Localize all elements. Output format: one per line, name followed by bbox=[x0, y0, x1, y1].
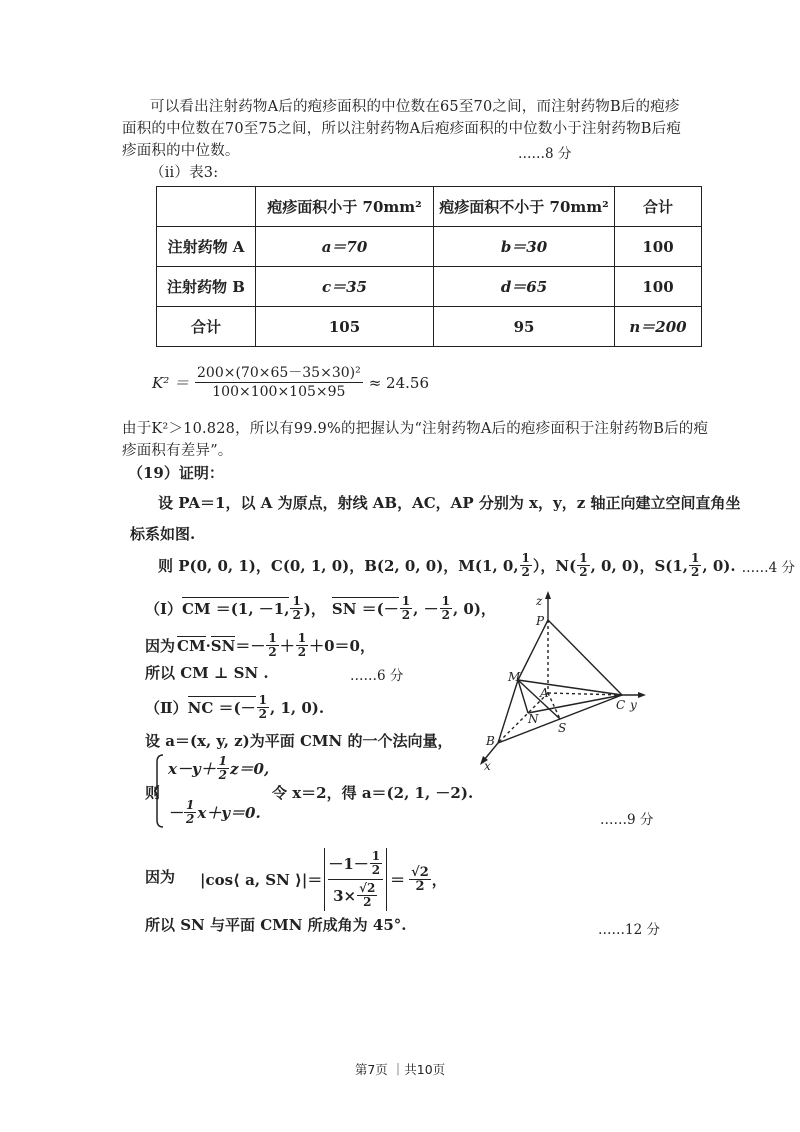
frac-half bbox=[184, 799, 196, 826]
label-n: N bbox=[528, 712, 539, 726]
table-row bbox=[157, 267, 702, 307]
q19-setup-2: 标系如图. bbox=[130, 525, 196, 543]
eq-text: z＝0, bbox=[230, 760, 270, 778]
label-z: z bbox=[536, 594, 543, 608]
dot-text: · bbox=[205, 636, 211, 655]
perp-conclusion: 所以 CM ⊥ SN . bbox=[145, 664, 269, 682]
formula-numerator: 200×(70×65－35×30)² bbox=[197, 365, 361, 381]
cos-fraction bbox=[328, 850, 383, 909]
cos-text: |cos⟨ a, SN ⟩|＝ bbox=[200, 871, 323, 889]
label-a: A bbox=[540, 686, 549, 700]
score-6: ……6 分 bbox=[350, 668, 404, 684]
vector-text: , － bbox=[413, 600, 439, 618]
normal-vector-text: 设 a＝(x, y, z)为平面 CMN 的一个法向量， bbox=[145, 732, 453, 750]
frac-num: 1 bbox=[401, 594, 411, 608]
vector-cm: CM bbox=[177, 636, 206, 655]
equation-1 bbox=[168, 755, 269, 782]
page-footer: 第7页 ｜共10页 bbox=[354, 1062, 446, 1077]
frac-den: 2 bbox=[258, 707, 267, 721]
frac-den: 2 bbox=[441, 608, 450, 622]
part2-vector bbox=[145, 694, 324, 721]
y-arrow-icon bbox=[638, 692, 646, 698]
frac-num: √2 bbox=[359, 881, 376, 895]
median-line-1: 可以看出注射药物A后的疱疹面积的中位数在65至70之间，而注射药物B后的疱疹 bbox=[150, 99, 680, 115]
score-8: ……8 分 bbox=[518, 146, 572, 162]
frac-num: 1 bbox=[691, 551, 700, 565]
contingency-table bbox=[156, 186, 702, 347]
equation-2 bbox=[168, 799, 261, 826]
coords-text: , 0). bbox=[702, 556, 736, 575]
cos-numerator bbox=[328, 850, 383, 880]
frac-num: 1 bbox=[268, 631, 277, 645]
dot-product-line bbox=[145, 632, 375, 659]
conclusion-line-1: 由于K²＞10.828，所以有99.9%的把握认为“注射药物A后的疱疹面积于注射药物B后的疱 bbox=[122, 421, 709, 437]
vector-cm: CM ＝(1, －1, bbox=[182, 600, 290, 618]
then-label: 则 bbox=[145, 784, 161, 802]
frac-den: 2 bbox=[292, 608, 301, 622]
frac-half bbox=[290, 595, 302, 622]
frac-den: 2 bbox=[401, 608, 411, 622]
vector-sn: SN ＝(－ bbox=[331, 600, 399, 618]
table-cell: 合计 bbox=[615, 187, 702, 227]
frac-den: 2 bbox=[218, 768, 228, 782]
table-header-row bbox=[157, 187, 702, 227]
part1-vectors bbox=[145, 595, 496, 622]
median-line-2: 面积的中位数在70至75之间，所以注射药物A后疱疹面积的中位数小于注射药物B后疱 bbox=[122, 121, 682, 137]
coords-line bbox=[158, 552, 795, 579]
frac-half bbox=[266, 632, 278, 659]
table-cell: 合计 bbox=[157, 307, 256, 347]
q19-heading: （19）证明： bbox=[128, 464, 224, 482]
table-cell: 疱疹面积不小于 70mm² bbox=[434, 187, 615, 227]
frac-num: 1 bbox=[371, 849, 381, 863]
pyramid-figure bbox=[470, 585, 680, 775]
label-m: M bbox=[508, 670, 521, 684]
because-label: 因为 bbox=[145, 868, 176, 886]
score-4: ……4 分 bbox=[741, 559, 795, 576]
vector-sn: SN bbox=[210, 636, 236, 655]
frac-den: 2 bbox=[186, 812, 195, 826]
table-row bbox=[157, 307, 702, 347]
z-arrow-icon bbox=[545, 591, 551, 599]
frac-num: 1 bbox=[218, 754, 228, 768]
table-cell: n＝200 bbox=[615, 307, 702, 347]
table-cell: c＝35 bbox=[256, 267, 434, 307]
frac-num: 1 bbox=[258, 693, 267, 707]
frac-half bbox=[217, 755, 229, 782]
dot-text: ＋ bbox=[279, 637, 295, 655]
coords-text: ），N( bbox=[532, 557, 577, 575]
q19-setup-1: 设 PA＝1，以 A 为原点，射线 AB，AC，AP 分别为 x，y，z 轴正向建立空间直角坐 bbox=[158, 494, 741, 512]
cos-num-text: －1－ bbox=[328, 855, 369, 873]
frac-num: 1 bbox=[297, 631, 307, 645]
table-cell: 100 bbox=[615, 227, 702, 267]
table-cell: b＝30 bbox=[434, 227, 615, 267]
formula-rhs: ≈ 24.56 bbox=[368, 373, 429, 392]
frac-num: 1 bbox=[441, 594, 450, 608]
frac-half bbox=[520, 552, 532, 579]
cos-den-text: 3× bbox=[333, 886, 357, 905]
abs-value-box bbox=[324, 848, 387, 911]
cos-denominator bbox=[333, 880, 378, 909]
cos-formula: |cos⟨ a, SN ⟩|＝ －1－ $\frac{1}{2}$ 3× $\frac{√2}{2}$ ＝ $\frac{√2}{2}$ ， bbox=[200, 849, 447, 909]
label-c: C bbox=[616, 698, 626, 712]
edge-pc bbox=[548, 620, 622, 695]
part2-label: （Ⅱ） bbox=[145, 699, 188, 717]
median-line-3: 疹面积的中位数。 bbox=[122, 143, 240, 159]
conclusion-line-2: 疹面积有差异”。 bbox=[122, 443, 233, 459]
frac-sqrt2-half bbox=[409, 866, 431, 893]
frac-den: 2 bbox=[371, 863, 381, 877]
dot-text: ＝－ bbox=[235, 637, 266, 655]
table-cell: 105 bbox=[256, 307, 434, 347]
score-9: ……9 分 bbox=[600, 812, 654, 828]
frac-half bbox=[296, 632, 308, 659]
formula-lhs: K² ＝ bbox=[152, 374, 189, 392]
formula-fraction bbox=[195, 364, 363, 401]
score-12: ……12 分 bbox=[598, 922, 660, 938]
vector-text: , 0)， bbox=[452, 600, 496, 618]
final-conclusion: 所以 SN 与平面 CMN 所成角为 45°. bbox=[145, 916, 407, 934]
table-cell: 100 bbox=[615, 267, 702, 307]
coords-text: , 0, 0)，S(1, bbox=[590, 557, 689, 575]
chi-square-formula bbox=[152, 364, 429, 401]
vector-text: )， bbox=[303, 600, 326, 618]
table-cell: d＝65 bbox=[434, 267, 615, 307]
label-x: x bbox=[484, 759, 491, 773]
formula-denominator: 100×100×105×95 bbox=[212, 384, 346, 400]
frac-den: 2 bbox=[579, 565, 588, 579]
dot-text: ＋0＝0， bbox=[309, 637, 375, 655]
frac-num: 1 bbox=[579, 551, 588, 565]
frac-num: √2 bbox=[411, 865, 429, 880]
frac-den: 2 bbox=[268, 645, 277, 659]
dot-text: 因为 bbox=[145, 637, 176, 655]
frac-num: 1 bbox=[292, 594, 301, 608]
frac-den: 2 bbox=[363, 895, 372, 909]
frac-half bbox=[400, 595, 412, 622]
edge-mc bbox=[518, 680, 622, 695]
frac-den: 2 bbox=[297, 645, 307, 659]
label-b: B bbox=[486, 734, 495, 748]
frac-den: 2 bbox=[415, 879, 425, 894]
frac-half bbox=[577, 552, 589, 579]
table-cell bbox=[157, 187, 256, 227]
frac-half bbox=[689, 552, 701, 579]
table-cell: 疱疹面积小于 70mm² bbox=[256, 187, 434, 227]
edge-pm bbox=[518, 620, 548, 680]
left-brace-icon bbox=[154, 754, 164, 828]
table-cell: 注射药物 B bbox=[157, 267, 256, 307]
edge-as bbox=[548, 693, 560, 719]
let-x-text: 令 x＝2，得 a＝(2, 1, －2). bbox=[272, 784, 474, 802]
label-p: P bbox=[536, 614, 545, 628]
table-caption: （ii）表3: bbox=[150, 165, 219, 181]
eq-text: x＋y＝0. bbox=[197, 804, 261, 822]
frac-half bbox=[440, 595, 452, 622]
frac-num: 1 bbox=[186, 798, 195, 812]
eq-text: x－y＋ bbox=[168, 760, 216, 778]
table-cell: 注射药物 A bbox=[157, 227, 256, 267]
eq-text: － bbox=[168, 804, 184, 822]
label-y: y bbox=[630, 698, 637, 712]
frac-den: 2 bbox=[691, 565, 700, 579]
table-cell: a＝70 bbox=[256, 227, 434, 267]
coords-text: 则 P(0, 0, 1)，C(0, 1, 0)，B(2, 0, 0)，M(1, 0, bbox=[158, 557, 519, 575]
frac-half bbox=[257, 694, 269, 721]
part1-label: （Ⅰ） bbox=[145, 600, 183, 618]
table-cell: 95 bbox=[434, 307, 615, 347]
label-s: S bbox=[558, 721, 567, 735]
frac-num: 1 bbox=[521, 551, 530, 565]
frac-den: 2 bbox=[521, 565, 530, 579]
table-row bbox=[157, 227, 702, 267]
frac-half bbox=[370, 850, 382, 877]
frac-sqrt2-half bbox=[357, 882, 377, 909]
vector-text: , 1, 0). bbox=[270, 698, 325, 717]
vector-nc: NC ＝(－ bbox=[187, 699, 256, 717]
